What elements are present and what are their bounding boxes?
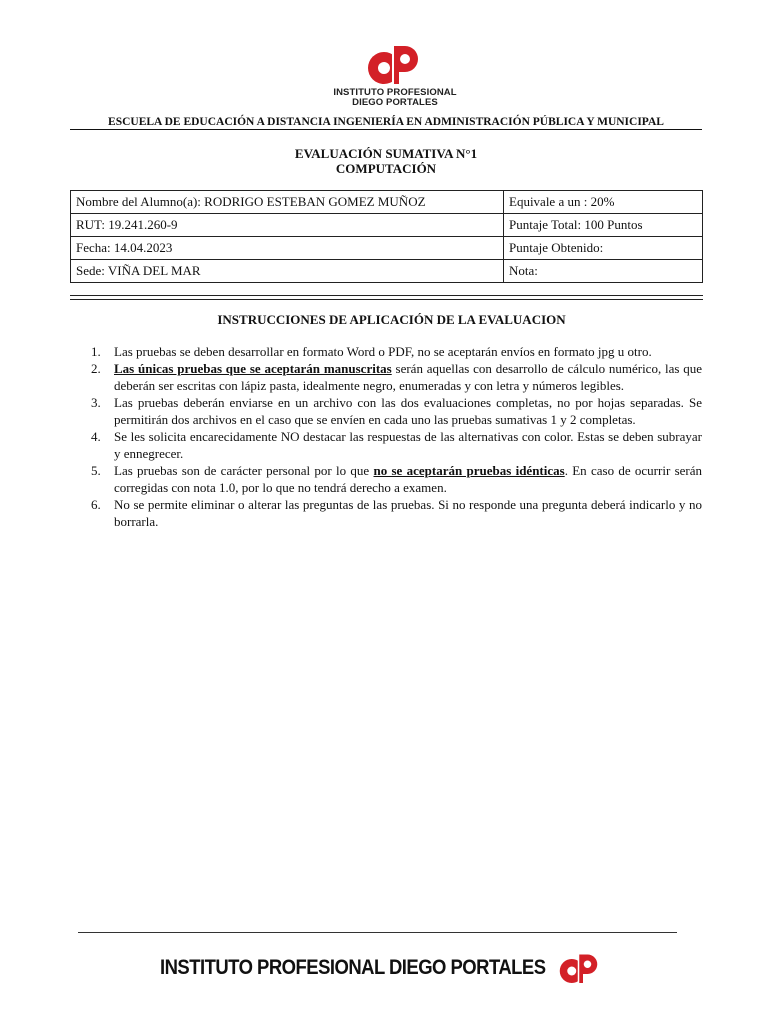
- info-cell: Nota:: [504, 260, 703, 283]
- info-cell: Nombre del Alumno(a): RODRIGO ESTEBAN GOMEZ MUÑOZ: [71, 191, 504, 214]
- school-line: ESCUELA DE EDUCACIÓN A DISTANCIA INGENIERÍA EN ADMINISTRACIÓN PÚBLICA Y MUNICIPAL: [70, 116, 702, 130]
- logo-line-2: DIEGO PORTALES: [352, 97, 438, 108]
- idp-footer-logo-icon: [556, 950, 604, 986]
- instructions-title: INSTRUCCIONES DE APLICACIÓN DE LA EVALUACION: [217, 312, 566, 327]
- list-item: [91, 394, 702, 428]
- item-text: Las pruebas deberán enviarse en un archivo con las dos evaluaciones completas, no por hojas separadas. Se permitirán dos archivos en el caso que se envíen en cada uno las pruebas sumativas 1 y 2 completas.: [114, 395, 702, 427]
- table-row: [71, 214, 703, 237]
- item-number: 6.: [91, 497, 101, 512]
- table-row: [71, 260, 703, 283]
- list-item: [91, 496, 702, 530]
- info-cell: Puntaje Obtenido:: [504, 237, 703, 260]
- item-text: Se les solicita encarecidamente NO destacar las respuestas de las alternativas con color. Estas se deben subrayar y ennegrecer.: [114, 429, 702, 461]
- list-item: [91, 343, 702, 360]
- info-cell: Equivale a un : 20%: [504, 191, 703, 214]
- item-number: 4.: [91, 429, 101, 444]
- item-number: 3.: [91, 395, 101, 410]
- item-number: 5.: [91, 463, 101, 478]
- item-text: serán aquellas con desarrollo de cálculo numérico, las que deberán ser escritas con lápiz pasta, idealmente negro, enumeradas y con letra y números legibles.: [114, 361, 702, 393]
- instructions-list: [91, 343, 702, 530]
- logo-line-1: INSTITUTO PROFESIONAL: [333, 87, 457, 98]
- evaluation-title-line2: COMPUTACIÓN: [335, 161, 437, 176]
- footer-divider: [78, 932, 677, 933]
- list-item: [91, 360, 702, 394]
- item-emphasis: Las únicas pruebas que se aceptarán manuscritas: [114, 361, 392, 376]
- list-item: [91, 428, 702, 462]
- table-row: [71, 191, 703, 214]
- info-cell: Sede: VIÑA DEL MAR: [71, 260, 504, 283]
- item-text: Las pruebas son de carácter personal por lo que: [114, 463, 374, 478]
- table-row: [71, 237, 703, 260]
- info-cell: RUT: 19.241.260-9: [71, 214, 504, 237]
- list-item: [91, 462, 702, 496]
- item-emphasis: no se aceptarán pruebas idénticas: [373, 463, 565, 478]
- student-info-table: [70, 190, 703, 283]
- info-cell: Puntaje Total: 100 Puntos: [504, 214, 703, 237]
- double-divider: [70, 295, 703, 300]
- footer-brand-text: INSTITUTO PROFESIONAL DIEGO PORTALES: [160, 956, 546, 979]
- header-logo: [330, 40, 460, 108]
- evaluation-title: [70, 146, 702, 176]
- evaluation-title-line1: EVALUACIÓN SUMATIVA N°1: [294, 146, 478, 161]
- info-cell: Fecha: 14.04.2023: [71, 237, 504, 260]
- item-text: Las pruebas se deben desarrollar en formato Word o PDF, no se aceptarán envíos en formato jpg u otro.: [114, 344, 652, 359]
- idp-logo-icon: [364, 40, 426, 88]
- footer: [160, 948, 604, 988]
- item-text: . En caso de ocurrir serán corregidas con nota 1.0, por lo que no tendrá derecho a examen.: [114, 463, 702, 495]
- item-number: 2.: [91, 361, 101, 376]
- item-number: 1.: [91, 344, 101, 359]
- item-text: No se permite eliminar o alterar las preguntas de las pruebas. Si no responde una pregunta deberá indicarlo y no borrarla.: [114, 497, 702, 529]
